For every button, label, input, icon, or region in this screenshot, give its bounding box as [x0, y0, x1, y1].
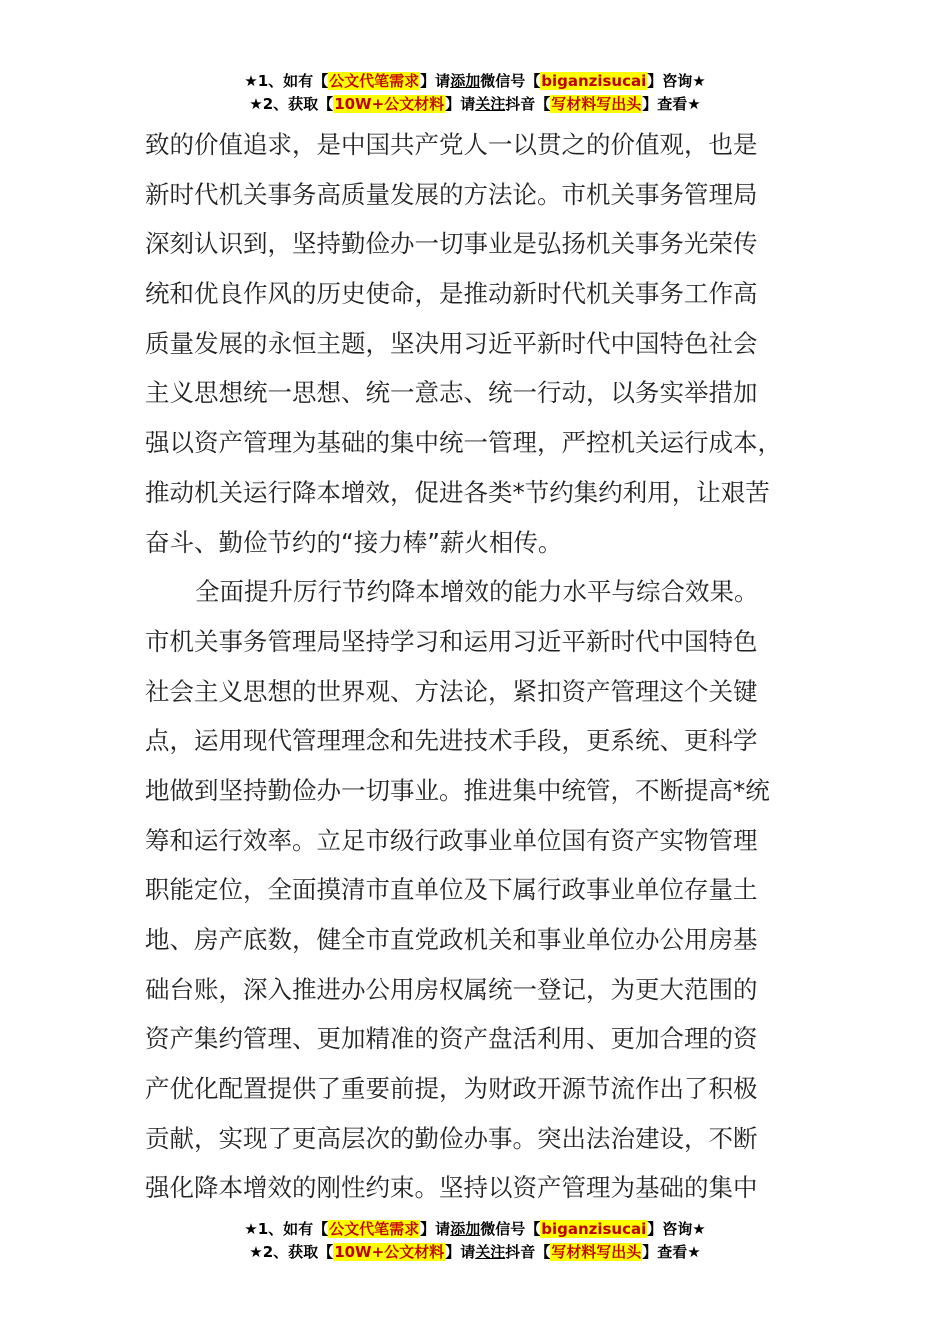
- body-line: 致的价值追求，是中国共产党人一以贯之的价值观，也是: [145, 130, 758, 159]
- body-line: 点，运用现代管理理念和先进技术手段，更系统、更科学: [145, 726, 758, 756]
- body-line: 市机关事务管理局坚持学习和运用习近平新时代中国特色: [145, 626, 758, 656]
- body-line: 奋斗、勤俭节约的“接力棒”薪火相传。: [145, 527, 563, 557]
- body-line: 深刻认识到，坚持勤俭办一切事业是弘扬机关事务光荣传: [145, 229, 758, 259]
- body-line: 质量发展的永恒主题，坚决用习近平新时代中国特色社会: [145, 328, 758, 358]
- highlight-douyin-account: 写材料写出头: [551, 1243, 642, 1261]
- highlight-douyin-account: 写材料写出头: [551, 95, 642, 113]
- body-line: 职能定位，全面摸清市直单位及下属行政事业单位存量土: [145, 875, 758, 905]
- body-line: 资产集约管理、更加精准的资产盘活利用、更加合理的资: [145, 1024, 758, 1054]
- body-line: 地、房产底数，健全市直党政机关和事业单位办公用房基: [145, 925, 758, 954]
- body-line: 统和优良作风的历史使命，是推动新时代机关事务工作高: [145, 279, 758, 309]
- body-line: 社会主义思想的世界观、方法论，紧扣资产管理这个关键: [145, 676, 758, 706]
- header-banner-line-2: ★2、获取【10W+公文材料】请关注抖音【写材料写出头】查看★: [249, 95, 701, 113]
- highlight-materials: 10W+公文材料: [334, 1243, 445, 1261]
- highlight-materials: 10W+公文材料: [334, 95, 445, 113]
- body-line: 础台账，深入推进办公用房权属统一登记，为更大范围的: [145, 974, 758, 1004]
- body-line: 主义思想统一思想、统一意志、统一行动，以务实举措加: [145, 378, 758, 408]
- highlight-wechat-id: biganzisucai: [541, 1220, 647, 1238]
- footer-banner-line-2: ★2、获取【10W+公文材料】请关注抖音【写材料写出头】查看★: [249, 1243, 701, 1261]
- header-banner: [0, 70, 950, 116]
- document-body: [145, 120, 810, 1213]
- body-line: 新时代机关事务高质量发展的方法论。市机关事务管理局: [145, 179, 758, 209]
- body-line: 推动机关运行降本增效，促进各类*节约集约利用，让艰苦: [145, 477, 770, 507]
- footer-banner-line-1: ★1、如有【公文代笔需求】请添加微信号【biganzisucai】咨询★: [244, 1220, 706, 1238]
- highlight-wechat-id: biganzisucai: [541, 72, 647, 90]
- header-banner-line-1: ★1、如有【公文代笔需求】请添加微信号【biganzisucai】咨询★: [244, 72, 706, 90]
- body-line: 强以资产管理为基础的集中统一管理，严控机关运行成本，: [145, 428, 782, 458]
- body-line: 贡献，实现了更高层次的勤俭办事。突出法治建设，不断: [145, 1123, 758, 1153]
- paragraph-lead-line: 全面提升厉行节约降本增效的能力水平与综合效果。: [195, 577, 759, 607]
- body-line: 筹和运行效率。立足市级行政事业单位国有资产实物管理: [145, 825, 758, 855]
- body-line: 产优化配置提供了重要前提，为财政开源节流作出了积极: [145, 1074, 758, 1104]
- footer-banner: [0, 1218, 950, 1264]
- body-line: 强化降本增效的刚性约束。坚持以资产管理为基础的集中: [145, 1173, 758, 1203]
- highlight-service: 公文代笔需求: [329, 1220, 420, 1238]
- highlight-service: 公文代笔需求: [329, 72, 420, 90]
- body-line: 地做到坚持勤俭办一切事业。推进集中统管，不断提高*统: [145, 775, 770, 805]
